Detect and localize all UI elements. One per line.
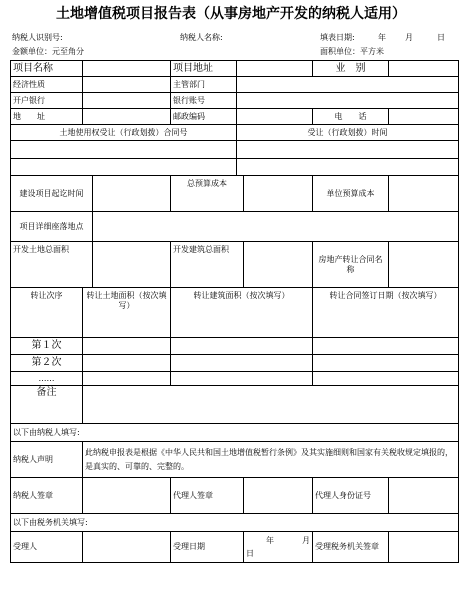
area-unit: 面积单位：平方米: [320, 47, 384, 56]
bank-account-field[interactable]: [237, 93, 459, 109]
fill-date-day: 日: [437, 33, 445, 42]
project-address-field[interactable]: [237, 61, 313, 77]
table-row: [11, 125, 459, 141]
table-row: [11, 77, 459, 93]
table-row: [11, 355, 459, 372]
transfer-land-area-label: 转让土地面积（按次填写）: [83, 288, 171, 338]
transfer-first-build[interactable]: [171, 338, 313, 355]
table-row: [11, 386, 459, 424]
fill-date-month: 月: [405, 33, 413, 42]
table-row: [11, 93, 459, 109]
dev-land-area-label: 开发土地总面积: [11, 242, 93, 288]
industry-label: 业 别: [313, 61, 389, 77]
receive-date-month: 月: [302, 535, 311, 545]
transfer-contract-label: 房地产转让合同名称: [313, 242, 389, 288]
office-sign-field[interactable]: [389, 532, 459, 563]
address-label: 地 址: [11, 109, 83, 125]
dev-build-area-field[interactable]: [244, 242, 313, 288]
office-sign-label: 受理税务机关签章: [313, 532, 389, 563]
economic-nature-label: 经济性质: [11, 77, 83, 93]
transfer-first-label: 第１次: [11, 338, 83, 355]
table-row: [11, 442, 459, 478]
transfer-more-label: ……: [11, 372, 83, 386]
taxpayer-id-label: 纳税人识别号:: [12, 33, 63, 42]
transfer-second-label: 第２次: [11, 355, 83, 372]
table-row: [11, 478, 459, 514]
competent-dept-field[interactable]: [237, 77, 459, 93]
project-name-field[interactable]: [83, 61, 171, 77]
transfer-second-land[interactable]: [83, 355, 171, 372]
receiver-field[interactable]: [83, 532, 171, 563]
receive-date-day: 日: [246, 548, 255, 558]
phone-label: 电 话: [313, 109, 389, 125]
transfer-contract-date-label: 转让合同签订日期（按次填写）: [313, 288, 459, 338]
transfer-more-build[interactable]: [171, 372, 313, 386]
bank-account-label: 银行账号: [171, 93, 237, 109]
table-row: [11, 242, 459, 288]
taxpayer-section-heading: 以下由纳税人填写:: [11, 424, 459, 442]
receive-date-year: 年: [266, 535, 275, 545]
table-row: [11, 212, 459, 242]
land-time-field-2[interactable]: [237, 159, 459, 176]
total-budget-label: 总预算成本: [171, 176, 244, 212]
build-period-label: 建设项目起讫时间: [11, 176, 93, 212]
taxpayer-sign-label: 纳税人签章: [11, 478, 83, 514]
table-row: [11, 141, 459, 159]
table-row: [11, 532, 459, 563]
dev-build-area-label: 开发建筑总面积: [171, 242, 244, 288]
land-time-label: 受让（行政划拨）时间: [237, 125, 459, 141]
transfer-second-build[interactable]: [171, 355, 313, 372]
project-address-label: 项目地址: [171, 61, 237, 77]
unit-budget-field[interactable]: [389, 176, 459, 212]
competent-dept-label: 主管部门: [171, 77, 237, 93]
build-period-field[interactable]: [93, 176, 171, 212]
report-table: [10, 60, 459, 563]
amount-unit: 金额单位：元至角分: [12, 47, 84, 56]
table-row: [11, 372, 459, 386]
bank-label: 开户银行: [11, 93, 83, 109]
table-row: [11, 61, 459, 77]
transfer-contract-field[interactable]: [389, 242, 459, 288]
project-name-label: 项目名称: [11, 61, 83, 77]
transfer-build-area-label: 转让建筑面积（按次填写）: [171, 288, 313, 338]
agent-id-field[interactable]: [389, 478, 459, 514]
bank-field[interactable]: [83, 93, 171, 109]
industry-field[interactable]: [389, 61, 459, 77]
table-row: [11, 338, 459, 355]
address-field[interactable]: [83, 109, 171, 125]
detail-location-field[interactable]: [93, 212, 459, 242]
transfer-more-land[interactable]: [83, 372, 171, 386]
form-title: 土地增值税项目报告表（从事房地产开发的纳税人适用）: [56, 6, 406, 22]
transfer-first-date[interactable]: [313, 338, 459, 355]
land-time-field-1[interactable]: [237, 141, 459, 159]
receive-date-label: 受理日期: [171, 532, 244, 563]
remarks-field[interactable]: [83, 386, 459, 424]
declaration-label: 纳税人声明: [11, 442, 83, 478]
postal-code-field[interactable]: [237, 109, 313, 125]
land-contract-field-2[interactable]: [11, 159, 237, 176]
table-row: [11, 159, 459, 176]
detail-location-label: 项目详细座落地点: [11, 212, 93, 242]
table-row: [11, 424, 459, 442]
declaration-text: 此纳税申报表是根据《中华人民共和国土地增值税暂行条例》及其实施细则和国家有关税收规定填报的，是真实的、可靠的、完整的。: [83, 442, 459, 478]
transfer-first-land[interactable]: [83, 338, 171, 355]
total-budget-field[interactable]: [244, 176, 313, 212]
table-row: [11, 514, 459, 532]
receiver-label: 受理人: [11, 532, 83, 563]
taxpayer-name-label: 纳税人名称:: [180, 33, 223, 42]
unit-budget-label: 单位预算成本: [313, 176, 389, 212]
transfer-second-date[interactable]: [313, 355, 459, 372]
table-row: [11, 176, 459, 212]
taxpayer-sign-field[interactable]: [83, 478, 171, 514]
tax-office-section-heading: 以下由税务机关填写:: [11, 514, 459, 532]
receive-date-field[interactable]: [244, 532, 313, 563]
postal-code-label: 邮政编码: [171, 109, 237, 125]
agent-sign-field[interactable]: [244, 478, 313, 514]
land-contract-field-1[interactable]: [11, 141, 237, 159]
agent-id-label: 代理人身份证号: [313, 478, 389, 514]
transfer-more-date[interactable]: [313, 372, 459, 386]
remarks-label: 备注: [11, 386, 83, 424]
agent-sign-label: 代理人签章: [171, 478, 244, 514]
transfer-order-label: 转让次序: [11, 288, 83, 338]
economic-nature-field[interactable]: [83, 77, 171, 93]
land-contract-label: 土地使用权受让（行政划拨）合同号: [11, 125, 237, 141]
fill-date-year: 年: [378, 33, 386, 42]
fill-date-label: 填表日期:: [320, 33, 355, 42]
phone-field[interactable]: [389, 109, 459, 125]
table-row: [11, 288, 459, 338]
table-row: [11, 109, 459, 125]
dev-land-area-field[interactable]: [93, 242, 171, 288]
